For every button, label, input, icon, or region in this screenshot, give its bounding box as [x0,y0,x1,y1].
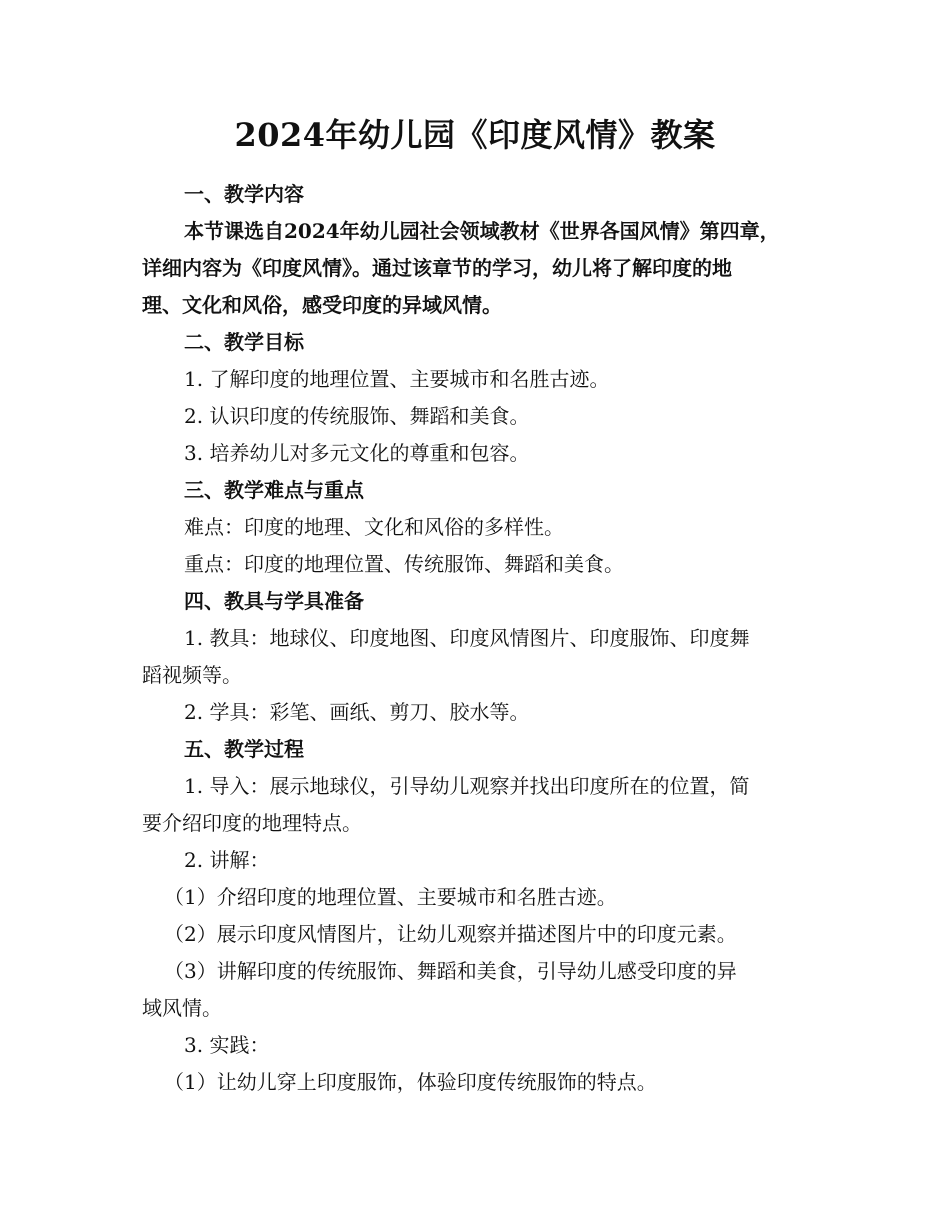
process-subitem-continuation: 域风情。 [142,996,222,1020]
section-heading-goals: 二、教学目标 [184,330,304,354]
goal-item: 2. 认识印度的传统服饰、舞蹈和美食。 [184,404,530,428]
materials-item: 1. 教具：地球仪、印度地图、印度风情图片、印度服饰、印度舞 [184,626,750,650]
content-paragraph-line: 理、文化和风俗，感受印度的异域风情。 [142,293,502,317]
process-subitem: （3）讲解印度的传统服饰、舞蹈和美食，引导幼儿感受印度的异 [164,959,737,983]
document-title: 2024年幼儿园《印度风情》教案 [234,116,716,154]
document-page [142,112,808,1101]
difficulty-text: 难点：印度的地理、文化和风俗的多样性。 [184,515,564,539]
materials-item-continuation: 蹈视频等。 [142,663,242,687]
process-item: 3. 实践： [184,1033,270,1057]
process-subitem: （1）介绍印度的地理位置、主要城市和名胜古迹。 [164,885,617,909]
goal-item: 3. 培养幼儿对多元文化的尊重和包容。 [184,441,530,465]
key-point-text: 重点：印度的地理位置、传统服饰、舞蹈和美食。 [184,552,624,576]
section-heading-materials: 四、教具与学具准备 [184,589,364,613]
process-item-continuation: 要介绍印度的地理特点。 [142,811,362,835]
process-subitem: （1）让幼儿穿上印度服饰，体验印度传统服饰的特点。 [164,1070,657,1094]
content-paragraph-line: 本节课选自2024年幼儿园社会领域教材《世界各国风情》第四章， [184,219,780,243]
section-heading-process: 五、教学过程 [184,737,304,761]
content-paragraph-line: 详细内容为《印度风情》。通过该章节的学习，幼儿将了解印度的地 [142,256,732,280]
section-heading-difficulty: 三、教学难点与重点 [184,478,364,502]
materials-item: 2. 学具：彩笔、画纸、剪刀、胶水等。 [184,700,530,724]
process-item: 1. 导入：展示地球仪，引导幼儿观察并找出印度所在的位置，简 [184,774,750,798]
process-subitem: （2）展示印度风情图片，让幼儿观察并描述图片中的印度元素。 [164,922,737,946]
process-item: 2. 讲解： [184,848,270,872]
goal-item: 1. 了解印度的地理位置、主要城市和名胜古迹。 [184,367,610,391]
section-heading-content: 一、教学内容 [184,182,304,206]
